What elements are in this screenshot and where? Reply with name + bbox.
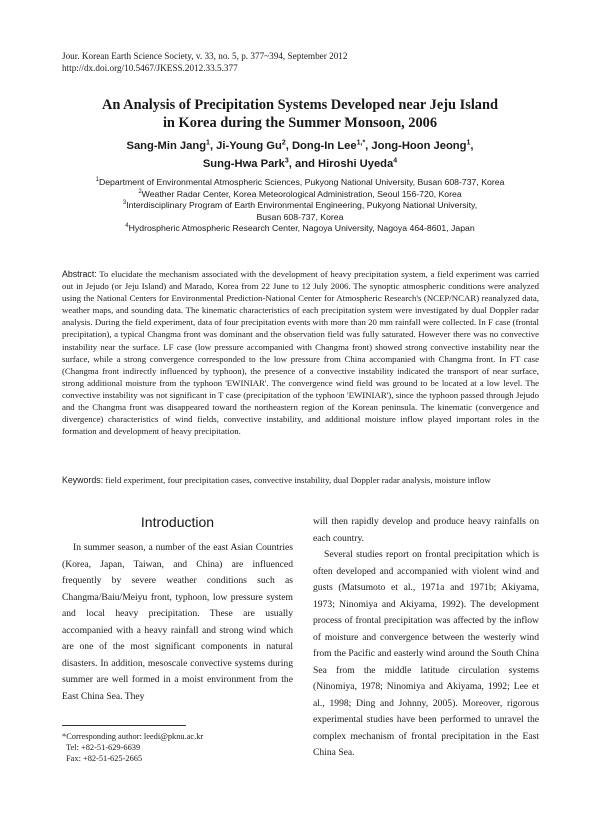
abstract-label: Abstract: (62, 269, 97, 279)
affiliation-mark: 2 (138, 188, 142, 195)
author-affil-mark: 1,* (356, 139, 366, 147)
paper-title (40, 96, 560, 132)
journal-header (62, 50, 347, 74)
keywords-text: field experiment, four precipitation cases, convective instability, dual Doppler radar analysis, moisture inflow (105, 475, 491, 485)
fax: Fax: +82-51-625-2665 (66, 754, 143, 764)
affiliation-4 (40, 223, 560, 235)
affiliation-2 (40, 189, 560, 201)
affiliation-text: Department of Environmental Atmospheric Sciences, Pukyong National University, Busan 608-737, Korea (98, 177, 505, 187)
affiliation-text: Weather Radar Center, Korea Meteorological Administration, Seoul 156-720, Korea (141, 188, 462, 199)
author-name: Jong-Hoon Jeong (371, 140, 467, 152)
author-name: Hiroshi Uyeda (318, 158, 394, 170)
affiliation-text: Interdisciplinary Program of Earth Environmental Engineering, Pukyong National University, (126, 200, 478, 211)
body-paragraph-continued: will then rapidly develop and produce heavy rainfalls on each country. (313, 516, 539, 544)
keywords (62, 474, 552, 486)
journal-citation: Jour. Korean Earth Science Society, v. 33, no. 5, p. 377~394, September 2012 (62, 51, 348, 61)
affiliation-1 (40, 177, 560, 189)
corresponding-author: *Corresponding author: leedi@pknu.ac.kr (62, 732, 204, 741)
affiliations (40, 177, 560, 235)
author-affil-mark: 2 (281, 139, 286, 147)
abstract-text: To elucidate the mechanism associated with the development of heavy precipitation system, a field experiment was carried out in Jejudo (or Jeju Island) and Marado, Korea from 22 June to 12 July 2006. The synoptic atmospheric conditions were analyzed using the National Centers for Environmental Prediction-National Center for Atmospheric Research's (NCEP/NCAR) reanalyzed data, weather maps, and sounding data. The kinematic characteristics of each precipitation system were investigated by dual Doppler radar analysis. During the field experiment, data of four precipitation events with more than 20 mm rainfall were collected. In F case (frontal precipitation), a typical Changma front was dominant and the observation field was fully saturated. However there was no convective instability near the surface. LF case (low pressure accompanied with Changma front) showed strong convective instability near the surface, while a strong convergence corresponded to the low pressure from China accompanied with Changma front. In FT case (Changma front indirectly influenced by typhoon), the presence of a convective instability indicated the transport of near surface, strong additional moisture from the typhoon 'EWINIAR'. The convergence wind field was ground to be located at a low level. The convective instability was not significant in T case (precipitation of the typhoon 'EWINIAR'), since the typhoon passed through Jejudo and the Changma front was disappeared toward the northeastern region of the Korean peninsula. The kinematic (convergence and divergence) characteristics of wind fields, convective instability, and additional moisture inflow played important roles in the formation and development of heavy precipitation. (62, 269, 539, 437)
author-affil-mark: 4 (393, 157, 398, 165)
author-list: Sang-Min Jang$^1$, Ji-Young Gu$^2$, Dong-In Lee$^{1,*}$, Jong-Hoon Jeong$^1$, Sung-Hwa Park$^3$, and Hiroshi Uyeda$^4$ (126, 139, 474, 170)
body-paragraph: In summer season, a number of the east Asian Countries (Korea, Japan, Taiwan, and China) are influenced frequently by severe weather conditions such as Changma/Baiu/Meiyu front, typhoon, low pressure system and local heavy precipitation. These are usually accompanied with a heavy rainfall and strong wind which are one of the most significant components in natural disasters. In addition, mesoscale convective systems during summer are well formed in a moist environment from the East China Sea. They (62, 542, 293, 702)
abstract (62, 268, 539, 437)
left-column (62, 540, 293, 705)
affiliation-mark: 1 (95, 177, 99, 184)
authors-conjunction: and (295, 158, 315, 170)
journal-doi: http://dx.doi.org/10.5467/JKESS.2012.33.5.377 (62, 63, 238, 73)
affiliation-mark: 3 (122, 200, 127, 207)
footnote-divider (62, 725, 186, 726)
author-name: Sung-Hwa Park (202, 158, 285, 170)
title-line-1: An Analysis of Precipitation Systems Developed near Jeju Island (101, 97, 499, 113)
author-name: Sang-Min Jang (126, 140, 207, 152)
affiliation-3 (40, 200, 560, 212)
footnote (62, 731, 203, 765)
affiliation-text: Hydrospheric Atmospheric Research Center, Nagoya University, Nagoya 464-8601, Japan (128, 223, 475, 234)
affiliation-mark: 4 (125, 223, 129, 230)
affiliation-3-cont: Busan 608-737, Korea (256, 211, 344, 222)
telephone: Tel: +82-51-629-6639 (66, 743, 141, 753)
author-affil-mark: 3 (284, 157, 289, 165)
section-heading-introduction: Introduction (140, 514, 215, 530)
title-line-2: in Korea during the Summer Monsoon, 2006 (162, 115, 438, 131)
author-affil-mark: 1 (466, 139, 471, 147)
author-affil-mark: 1 (206, 139, 210, 147)
author-name: Dong-In Lee (291, 140, 357, 152)
author-name: Ji-Young Gu (216, 140, 282, 152)
keywords-label: Keywords: (62, 475, 104, 485)
right-column (313, 514, 539, 762)
body-paragraph: Several studies report on frontal precipitation which is often developed and accompanied with violent wind and gusts (Matsumoto et al., 1971a and 1971b; Akiyama, 1973; Ninomiya and Akiyama, 1992). The development process of frontal precipitation was affected by the inflow of moisture and convergence between the westerly wind from the Pacific and easterly wind around the South China Sea from the middle latitude circulation systems (Ninomiya, 1978; Ninomiya and Akiyama, 1992; Lee et al., 1998; Ding and Johnny, 2005). Moreover, rigorous experimental studies have been performed to unravel the complex mechanism of frontal precipitation in the East China Sea. (313, 549, 539, 758)
